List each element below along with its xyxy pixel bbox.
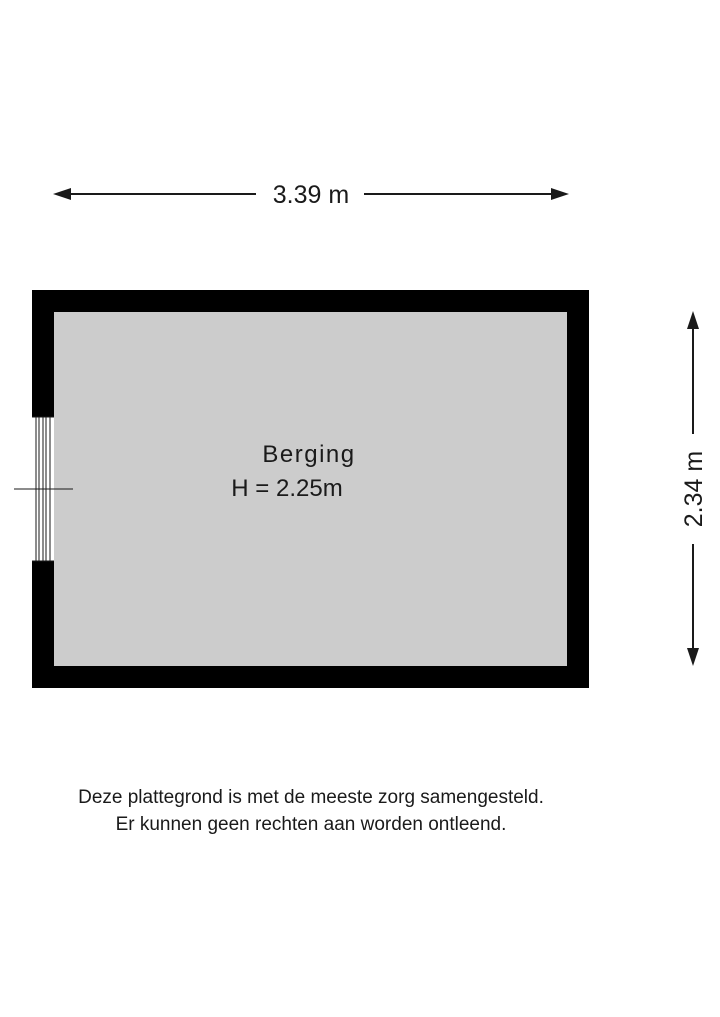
width-arrow-right-icon [551,188,569,200]
width-dimension [53,181,569,209]
room-height: H = 2.25m [231,475,343,502]
disclaimer-line-1: Deze plattegrond is met de meeste zorg samengesteld. [78,787,544,808]
depth-dimension [680,311,708,666]
depth-arrow-bottom-icon [687,648,699,666]
width-arrow-left-icon [53,188,71,200]
width-dimension-label: 3.39 m [272,181,350,209]
disclaimer-line-2: Er kunnen geen rechten aan worden ontleend. [115,814,507,835]
room-name: Berging [262,441,356,468]
depth-dimension-label: 2.34 m [680,450,708,528]
depth-arrow-top-icon [687,311,699,329]
